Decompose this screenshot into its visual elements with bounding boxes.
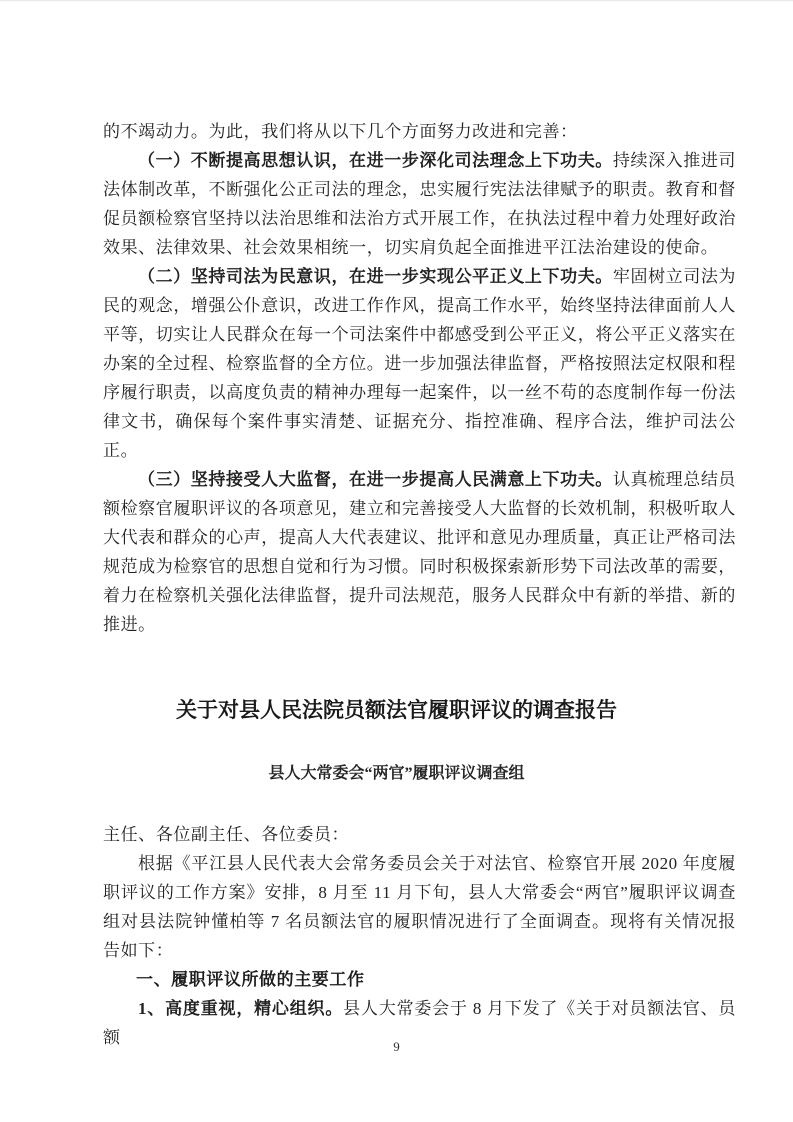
section-heading-1: 一、履职评议所做的主要工作 xyxy=(136,970,365,989)
page-number: 9 xyxy=(393,1039,400,1054)
item-text-1: 县人大常委会于 8 月下发了《关于对员额法官、员额 xyxy=(103,999,736,1047)
point-text-3: 认真梳理总结员额检察官履职评议的各项意见，建立和完善接受人大监督的长效机制，积极听取人大代表和群众的心声，提高人大代表建议、批评和意见办理质量，真正让严格司法规范成为检察官的思想自觉和行为习惯。同时积极探索新形势下司法改革的需要，着力在检察机关强化法律监督，提升司法规范，服务人民群众中有新的举措、新的推进。 xyxy=(103,470,736,634)
point-lead-2: （二）坚持司法为民意识，在进一步实现公平正义上下功夫。 xyxy=(138,267,613,286)
item-lead-1: 1、高度重视，精心组织。 xyxy=(138,999,344,1018)
point-paragraph-1 xyxy=(103,146,736,262)
report-title: 关于对县人民法院员额法官履职评议的调查报告 xyxy=(176,699,617,722)
scan-edge-artifact xyxy=(0,0,793,2)
salutation: 主任、各位副主任、各位委员： xyxy=(103,825,350,844)
point-text-1: 持续深入推进司法体制改革，不断强化公正司法的理念，忠实履行宪法法律赋予的职责。教育和督促员额检察官坚持以法治思维和法治方式开展工作，在执法过程中着力处理好政治效果、法律效果、社会效果相统一，切实肩负起全面推进平江法治建设的使命。 xyxy=(103,151,736,257)
point-lead-1: （一）不断提高思想认识，在进一步深化司法理念上下功夫。 xyxy=(138,151,613,170)
point-paragraph-3 xyxy=(103,465,736,639)
point-paragraph-2 xyxy=(103,262,736,465)
carryover-paragraph: 的不竭动力。为此，我们将从以下几个方面努力改进和完善： xyxy=(103,122,578,141)
point-lead-3: （三）坚持接受人大监督，在进一步提高人民满意上下功夫。 xyxy=(138,470,613,489)
intro-paragraph: 根据《平江县人民代表大会常务委员会关于对法官、检察官开展 2020 年度履职评议的工作方案》安排，8 月至 11 月下旬，县人大常委会“两官”履职评议调查组对县法院钟懂柏等 7 名员额法官的履职情况进行了全面调查。现将有关情况报告如下： xyxy=(103,854,736,960)
report-byline: 县人大常委会“两官”履职评议调查组 xyxy=(268,765,525,782)
point-text-2: 牢固树立司法为民的观念，增强公仆意识，改进工作作风，提高工作水平，始终坚持法律面前人人平等，切实让人民群众在每一个司法案件中都感受到公平正义，将公平正义落实在办案的全过程、检察监督的全方位。进一步加强法律监督，严格按照法定权限和程序履行职责，以高度负责的精神办理每一起案件，以一丝不苟的态度制作每一份法律文书，确保每个案件事实清楚、证据充分、指控准确、程序合法，维护司法公正。 xyxy=(103,267,736,460)
